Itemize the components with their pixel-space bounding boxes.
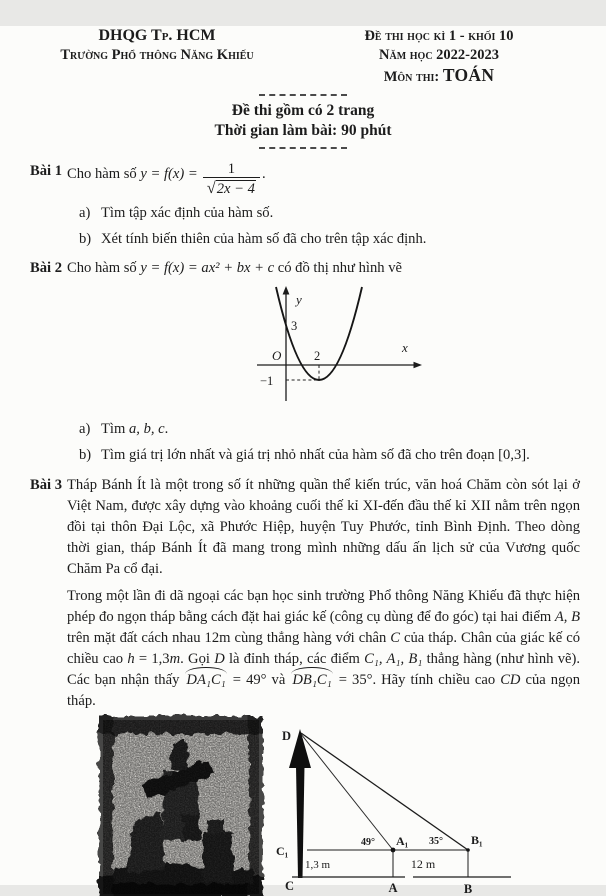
item-text: Tìm tập xác định của hàm số.	[101, 204, 274, 221]
problem-3-figures	[103, 720, 580, 896]
problem-1-label: Bài 1	[30, 163, 63, 179]
school-block	[6, 26, 308, 88]
label-C: C	[285, 878, 295, 893]
problem-1-item-b	[67, 229, 580, 250]
math-segment: m	[169, 650, 181, 667]
tower-photo	[103, 720, 259, 894]
duration-line: Thời gian làm bài: 90 phút	[214, 122, 392, 139]
problem-3-label: Bài 3	[30, 476, 63, 493]
school-year: Năm học 2022-2023	[379, 47, 499, 63]
y-intercept-label: 3	[291, 318, 298, 333]
text-segment: = 1,3	[134, 650, 170, 667]
item-marker: a)	[79, 204, 91, 221]
problem-2-statement	[67, 258, 580, 279]
height-1-3m-label: 1,3 m	[305, 858, 331, 871]
angle-hat-segment: DA₁C₁	[184, 670, 227, 691]
text-segment: của ngọn tháp.	[67, 671, 580, 709]
problem-2-tail: có đồ thị như hình vẽ	[274, 259, 402, 276]
item-text: Xét tính biến thiên của hàm số đã cho trên tập xác định.	[101, 230, 427, 247]
label-B1: B₁	[471, 832, 483, 847]
text-segment: trên mặt đất cách nhau 12m cùng thẳng hàng với chân	[67, 629, 391, 646]
exam-info-block	[308, 26, 570, 88]
problem-2-item-a	[67, 419, 580, 440]
item-marker: b)	[79, 230, 92, 247]
tower-arrow-head-icon	[289, 729, 311, 768]
angle-35-label: 35°	[429, 835, 443, 847]
separator-bottom	[259, 147, 347, 149]
text-segment: . Gọi	[180, 650, 215, 667]
problem-1-item-a	[67, 203, 580, 224]
problem-1-statement	[67, 161, 580, 198]
angle-hat-segment: DB₁C₁	[290, 670, 333, 691]
problem-2-lead: Cho hàm số	[67, 259, 141, 276]
school-name: Trường Phổ thông Năng Khiếu	[60, 47, 254, 63]
text-segment: Trong một lần đi dã ngoại các bạn học sinh trường Phổ thông Năng Khiếu đã thực hiện phép đo ngọn tháp bằng cách đặt hai giác kế (công cụ dùng để đo góc) tại hai điểm	[67, 587, 580, 625]
problem-1-lead: Cho hàm số	[67, 166, 141, 183]
x-axis-arrow-icon	[414, 361, 423, 367]
radicand: 2x − 4	[216, 181, 255, 198]
y-axis-arrow-icon	[283, 286, 290, 295]
exam-body	[30, 161, 580, 896]
page-count-line: Đề thi gồm có 2 trang	[231, 102, 375, 119]
label-A: A	[388, 880, 398, 895]
math-segment: C	[390, 629, 401, 646]
problem-2	[30, 258, 580, 466]
vertex-x-label: 2	[314, 348, 321, 363]
problem-1-body	[67, 161, 580, 250]
university-name: DHQG Tp. HCM	[98, 27, 216, 44]
film-grain-overlay	[103, 720, 259, 894]
text-segment: là đỉnh tháp, các điểm	[224, 650, 365, 667]
header	[0, 26, 606, 88]
item-marker: a)	[79, 420, 91, 437]
vertex-y-label: −1	[260, 373, 274, 388]
text-segment: = 49° và	[227, 671, 291, 688]
math-segment: D	[214, 650, 225, 667]
problem-3-paragraph-1: Tháp Bánh Ít là một trong số ít những quần thể kiến trúc, văn hoá Chăm còn sót lại ở Việt Nam, được xây dựng vào khoảng cuối thế kỉ XI-đến đầu thế kỉ XII nằm trên ngọn đồi tại thôn Đại Lộc, xã Phước Hiệp, huyện Tuy Phước, tỉnh Bình Định. Theo dòng thời gian, tháp Bánh Ít đã mang trong mình những dấu ấn lịch sử của Vương quốc Chăm Pa cổ đại.	[67, 476, 580, 577]
item-text-lead: Tìm	[101, 420, 129, 437]
text-segment: của tháp. Chân của giác kế có chiều cao	[67, 629, 580, 667]
distance-12m-label: 12 m	[410, 856, 436, 871]
item-text-tail: .	[164, 420, 169, 437]
subject-name: TOÁN	[442, 65, 495, 85]
y-axis-label: y	[296, 291, 302, 307]
label-A1: A₁	[396, 833, 409, 848]
subject-label: Môn thi:	[383, 69, 440, 85]
item-text-math: a, b, c	[128, 420, 165, 437]
fraction-denominator	[203, 177, 260, 197]
item-marker: b)	[79, 446, 92, 463]
sight-line-DB1	[301, 733, 468, 850]
subject-line	[308, 65, 570, 88]
measurement-diagram	[275, 724, 527, 896]
math-segment: h	[127, 650, 135, 667]
math-segment: A, B	[554, 608, 580, 625]
label-D: D	[282, 728, 292, 743]
problem-1-period: .	[261, 166, 266, 183]
problem-2-item-b	[67, 445, 580, 466]
math-segment: C₁, A₁, B₁	[364, 650, 423, 667]
tower-arrow-shaft	[296, 766, 305, 878]
origin-label: O	[272, 347, 282, 363]
exam-page	[0, 26, 606, 896]
problem-1-function: y = f(x) =	[140, 166, 198, 183]
text-segment: = 35°. Hãy tính chiều cao	[333, 671, 501, 688]
fraction-numerator: 1	[227, 161, 235, 177]
problem-3-paragraph-2	[67, 586, 580, 712]
fraction	[203, 161, 260, 198]
problem-2-function: y = f(x) = ax² + bx + c	[140, 259, 275, 276]
problem-3-body	[67, 475, 580, 896]
label-B: B	[463, 881, 473, 896]
text-segment: thẳng hàng (như hình vẽ). Các bạn nhận thấy	[67, 650, 580, 688]
radical-sign: √	[206, 178, 216, 198]
label-C1: C₁	[276, 843, 289, 858]
problem-1	[30, 161, 580, 250]
sight-line-DA1	[301, 734, 393, 850]
x-axis-label: x	[402, 339, 408, 355]
math-segment: CD	[500, 671, 521, 688]
problem-2-label: Bài 2	[30, 259, 63, 276]
exam-title: Đề thi học kì 1 - khối 10	[364, 28, 514, 44]
separator-top	[259, 94, 347, 96]
angle-49-label: 49°	[361, 836, 375, 848]
problem-3	[30, 475, 580, 896]
problem-2-body	[67, 258, 580, 466]
parabola-graph	[253, 283, 427, 407]
item-text: Tìm giá trị lớn nhất và giá trị nhỏ nhất của hàm số đã cho trên đoạn [0,3].	[101, 446, 530, 463]
parabola-figure	[253, 283, 580, 414]
